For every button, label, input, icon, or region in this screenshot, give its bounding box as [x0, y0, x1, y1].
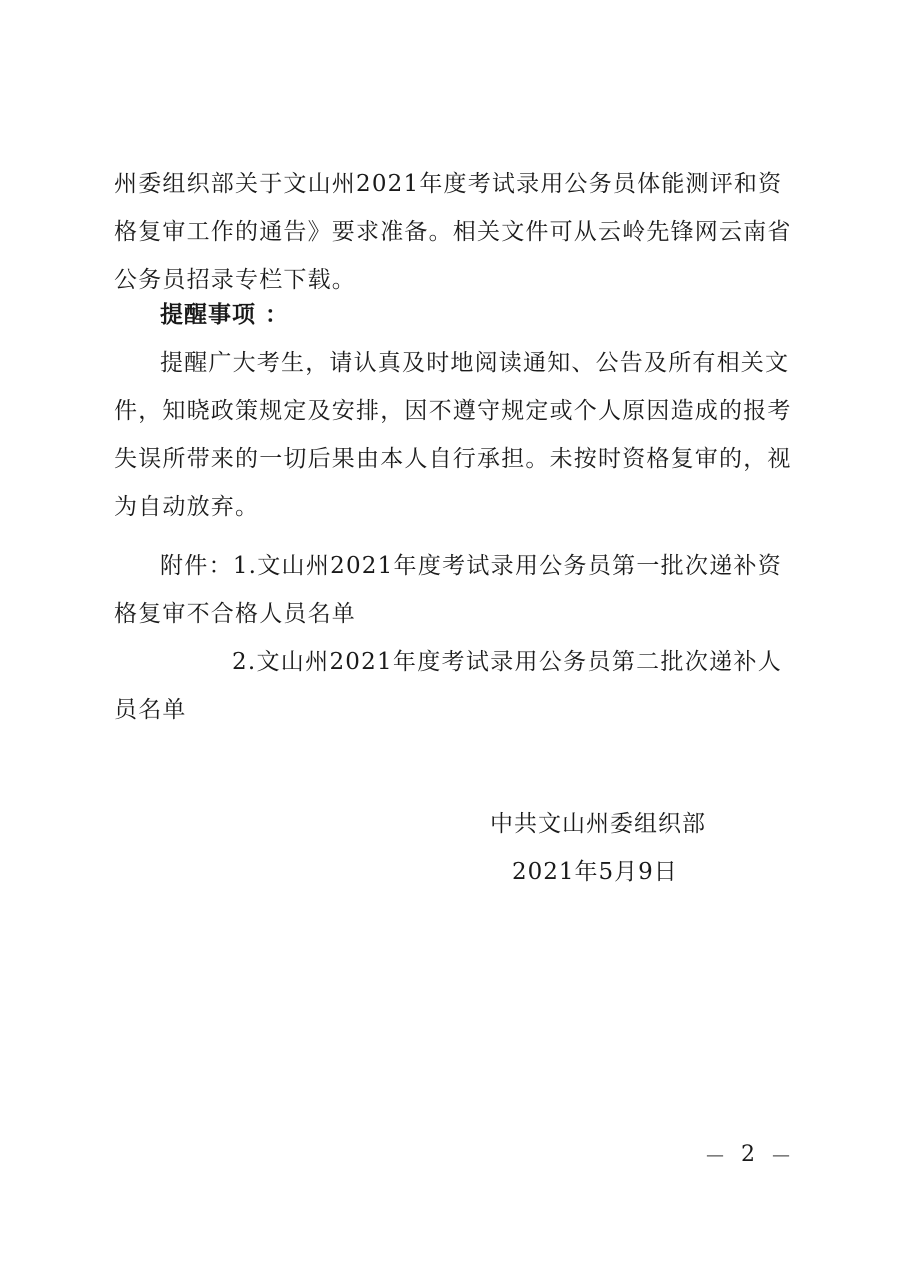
- reminder-line-2: 件，知晓政策规定及安排，因不遵守规定或个人原因造成的报考: [114, 398, 792, 424]
- intro-paragraph: [114, 160, 792, 304]
- attachments-section: [114, 542, 782, 734]
- page-number-dash-right: —: [772, 1145, 790, 1166]
- page-number-value: 2: [741, 1142, 755, 1167]
- intro-line-1: 州委组织部关于文山州2021年度考试录用公务员体能测评和资: [114, 171, 783, 197]
- reminder-heading: 提醒事项 ：: [160, 302, 290, 328]
- signature-block: [490, 800, 750, 896]
- page-number-dash-left: —: [706, 1145, 724, 1166]
- page-number: [706, 1140, 790, 1170]
- attachment-2-line-1: 2.文山州2021年度考试录用公务员第二批次递补人: [232, 649, 782, 675]
- attachment-2-line-2: 员名单: [114, 697, 187, 723]
- reminder-section: [114, 291, 792, 531]
- intro-line-3: 公务员招录专栏下载。: [114, 267, 356, 293]
- attachment-1-line-2: 格复审不合格人员名单: [114, 601, 356, 627]
- reminder-line-3: 失误所带来的一切后果由本人自行承担。未按时资格复审的，视: [114, 446, 792, 472]
- attachment-1-line-1: 附件：1.文山州2021年度考试录用公务员第一批次递补资: [160, 553, 782, 579]
- intro-line-2: 格复审工作的通告》要求准备。相关文件可从云岭先锋网云南省: [114, 219, 792, 245]
- reminder-line-1: 提醒广大考生，请认真及时地阅读通知、公告及所有相关文: [160, 350, 790, 376]
- signature-organization: 中共文山州委组织部: [490, 811, 706, 837]
- reminder-line-4: 为自动放弃。: [114, 494, 260, 520]
- signature-date: 2021年5月9日: [512, 859, 678, 885]
